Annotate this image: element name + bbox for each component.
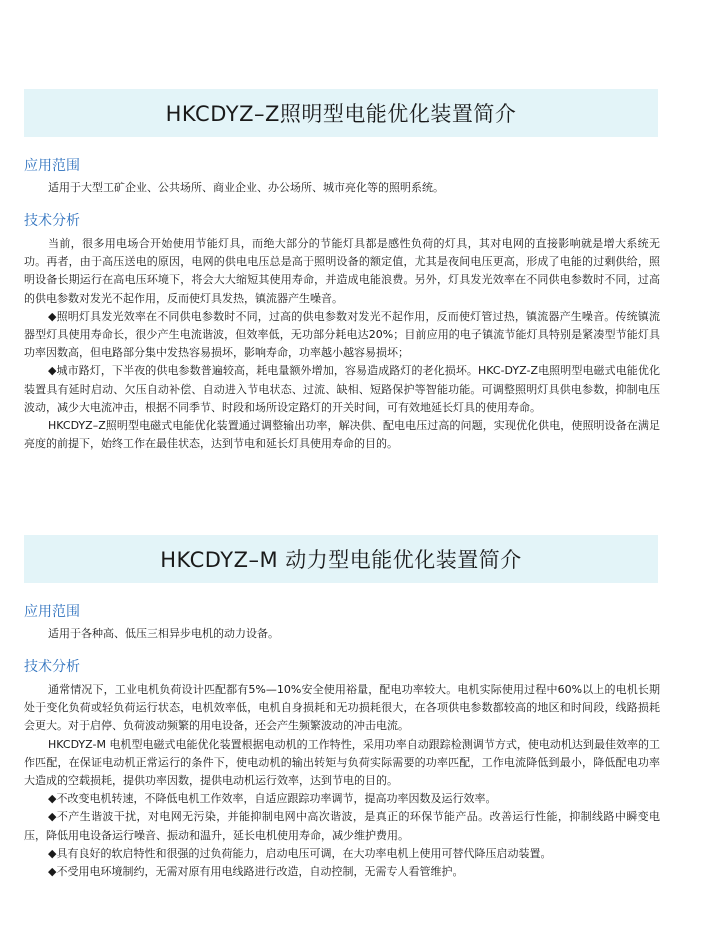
section2-scope-heading: 应用范围 — [24, 604, 80, 620]
section2-title-banner — [24, 535, 658, 583]
section1-scope-heading: 应用范围 — [24, 158, 80, 174]
section1-paragraph: HKCDYZ–Z照明型电磁式电能优化装置通过调整输出功率，解决供、配电电压过高的问题，实现优化供电，使照明设备在满足亮度的前提下，始终工作在最佳状态，达到节电和延长灯具使用寿命的目的。 — [24, 419, 660, 451]
section2-title: HKCDYZ–M 动力型电能优化装置简介 — [160, 548, 522, 572]
section2-analysis-heading: 技术分析 — [24, 659, 80, 675]
section1-bullet-paragraph: ◆城市路灯，下半夜的供电参数普遍较高，耗电量额外增加，容易造成路灯的老化损坏。HKC-DYZ-Z电照明型电磁式电能优化装置具有延时启动、欠压自动补偿、自动进入节电状态、过流、缺相、短路保护等智能功能。可调整照明灯具供电参数，抑制电压波动，减少大电流冲击，根据不同季节、时段和场所设定路灯的开关时间，可有效地延长灯具的使用寿命。 — [24, 364, 660, 414]
section2-paragraph: HKCDYZ-M 电机型电磁式电能优化装置根据电动机的工作特性，采用功率自动跟踪检测调节方式，使电动机达到最佳效率的工作匹配，在保证电动机正常运行的条件下，使电动机的输出转矩与负荷实际需要的功率匹配，工作电流降低到最小，降低配电功率大造成的空载损耗，提供功率因数，提供电动机运行效率，达到节电的目的。 — [24, 737, 660, 788]
section2-paragraph: 通常情况下，工业电机负荷设计匹配都有5%—10%安全使用裕量，配电功率较大。电机实际使用过程中60%以上的电机长期处于变化负荷或轻负荷运行状态，电机效率低，电机自身损耗和无功损耗很大，在各项供电参数都较高的地区和时间段，线路损耗会更大。对于启停、负荷波动频繁的用电设备，还会产生频繁波动的冲击电流。 — [24, 683, 660, 733]
section2-bullet-paragraph: ◆不受用电环境制约，无需对原有用电线路进行改造，自动控制，无需专人看管维护。 — [48, 865, 464, 879]
section1-scope-text-block — [24, 179, 660, 197]
section2-bullet-paragraph: ◆不产生谐波干扰，对电网无污染，并能抑制电网中高次谐波，是真正的环保节能产品。改善运行性能，抑制线路中瞬变电压，降低用电设备运行噪音、振动和温升，延长电机使用寿命，减少维护费用。 — [24, 810, 660, 842]
section1-paragraph: 当前，很多用电场合开始使用节能灯具，而绝大部分的节能灯具都是感性负荷的灯具，其对电网的直接影响就是增大系统无功。再者，由于高压送电的原因，电网的供电电压总是高于照明设备的额定值，尤其是夜间电压更高，形成了电能的过剩供给，照明设备长期运行在高电压环境下，将会大大缩短其使用寿命，并造成电能浪费。另外，灯具发光效率在不同供电参数时不同，过高的供电参数对发光不起作用，反而使灯具发热，镇流器产生噪音。 — [24, 237, 660, 305]
section1-title-banner — [24, 89, 658, 137]
section1-analysis-heading: 技术分析 — [24, 213, 80, 229]
section2-scope-text-block — [24, 625, 660, 643]
section1-bullet-paragraph: ◆照明灯具发光效率在不同供电参数时不同，过高的供电参数对发光不起作用，反而使灯管过热，镇流器产生噪音。传统镇流器型灯具使用寿命长，很少产生电流谐波，但效率低，无功部分耗电达20%；目前应用的电子镇流节能灯具特别是紧凑型节能灯具功率因数高，但电路部分集中发热容易损坏，影响寿命，功率越小越容易损坏； — [24, 309, 660, 360]
section1-analysis-body — [24, 235, 660, 453]
section1-scope-text: 适用于大型工矿企业、公共场所、商业企业、办公场所、城市亮化等的照明系统。 — [48, 181, 444, 194]
section2-bullet-paragraph: ◆具有良好的软启特性和很强的过负荷能力，启动电压可调，在大功率电机上使用可替代降压启动装置。 — [48, 846, 552, 860]
section2-bullet-paragraph: ◆不改变电机转速，不降低电机工作效率，自适应跟踪功率调节，提高功率因数及运行效率。 — [48, 792, 497, 806]
section2-analysis-body — [24, 681, 660, 881]
section1-title: HKCDYZ–Z照明型电能优化装置简介 — [165, 102, 517, 126]
section2-scope-text: 适用于各种高、低压三相异步电机的动力设备。 — [48, 627, 279, 640]
